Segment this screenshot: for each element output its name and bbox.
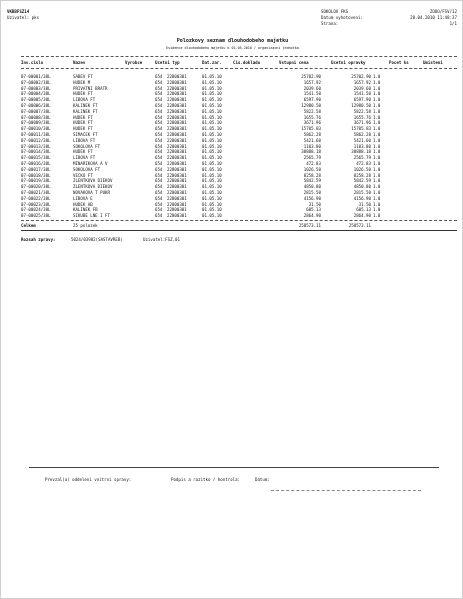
col-price: Vstupni cena xyxy=(279,60,309,65)
cell-inv: 07-00006/38L xyxy=(21,102,51,108)
col-location: Umisteni xyxy=(423,60,443,65)
cell-name: LIBOVA FT xyxy=(73,137,96,143)
cell-date: 01.05.10 xyxy=(202,131,222,137)
cell-inv: 07-00002/38L xyxy=(21,79,51,85)
cell-name: SOKOLOVA FT xyxy=(73,143,101,149)
cell-ks: 1.0 xyxy=(373,213,381,219)
cell-cena: 8258.28 xyxy=(303,172,321,178)
created-label: Datum vyhotoveni: xyxy=(321,15,363,20)
cell-cena: 6597.90 xyxy=(303,97,321,103)
cell-oprav: 1103.80 xyxy=(353,143,371,149)
cell-doc: 22800301 xyxy=(167,149,187,155)
cell-ks: 1.0 xyxy=(373,137,381,143)
cell-date: 01.05.10 xyxy=(202,137,222,143)
cell-doc: 22800301 xyxy=(167,213,187,219)
cell-typ: 654 xyxy=(155,74,163,79)
totals-divider xyxy=(21,220,457,221)
cell-typ: 654 xyxy=(155,131,163,137)
cell-inv: 07-00014/38L xyxy=(21,149,51,155)
cell-date: 01.05.10 xyxy=(202,108,222,114)
cell-date: 01.05.10 xyxy=(202,155,222,161)
cell-name: KALINEK FT xyxy=(73,108,98,114)
cell-typ: 654 xyxy=(155,120,163,126)
cell-doc: 22800301 xyxy=(167,137,187,143)
cell-oprav: 1541.50 xyxy=(353,91,371,97)
col-name: Nazev xyxy=(73,60,86,65)
cell-typ: 654 xyxy=(155,201,163,207)
signature-line xyxy=(271,490,421,491)
cell-oprav: 38888.18 xyxy=(351,149,371,155)
cell-cena: 1655.76 xyxy=(303,114,321,120)
cell-oprav: 4156.90 xyxy=(353,195,371,201)
cell-inv: 07-00023/38L xyxy=(21,201,51,207)
cell-typ: 654 xyxy=(155,178,163,184)
cell-cena: 1026.50 xyxy=(303,166,321,172)
cell-cena: 38888.18 xyxy=(301,149,321,155)
cell-oprav: 5822.58 xyxy=(353,108,371,114)
cell-cena: 1657.92 xyxy=(303,79,321,85)
cell-inv: 07-00009/38L xyxy=(21,120,51,126)
cell-inv: 07-00001/38L xyxy=(21,74,51,79)
totals-price: 258573.11 xyxy=(298,223,321,228)
asset-table xyxy=(21,74,441,219)
cell-doc: 22800301 xyxy=(167,85,187,91)
cell-doc: 22800301 xyxy=(167,74,187,79)
cell-inv: 07-00015/38L xyxy=(21,155,51,161)
cell-name: LIBOVA E xyxy=(73,195,93,201)
cell-cena: 2039.60 xyxy=(303,85,321,91)
cell-ks: 1.0 xyxy=(373,102,381,108)
cell-name: SABEV FT xyxy=(73,74,93,79)
totals-underline xyxy=(21,230,457,231)
cell-typ: 654 xyxy=(155,114,163,120)
cell-inv: 07-00018/38L xyxy=(21,172,51,178)
cell-name: VECKO FT xyxy=(73,172,93,178)
cell-ks: 1.0 xyxy=(373,189,381,195)
cell-typ: 654 xyxy=(155,184,163,190)
cell-cena: 31.50 xyxy=(308,201,321,207)
cell-oprav: 1655.76 xyxy=(353,114,371,120)
cell-date: 01.05.10 xyxy=(202,114,222,120)
cell-cena: 1103.80 xyxy=(303,143,321,149)
cell-cena: 15705.83 xyxy=(301,126,321,132)
cell-typ: 654 xyxy=(155,207,163,213)
cell-ks: 1.0 xyxy=(373,131,381,137)
created-value: 20.04.2010 11:48:37 xyxy=(410,15,457,20)
cell-oprav: 3671.96 xyxy=(353,120,371,126)
cell-name: ZLENTKOVA DIEKOV xyxy=(73,178,113,184)
cell-doc: 22800301 xyxy=(167,143,187,149)
cell-oprav: 8258.28 xyxy=(353,172,371,178)
col-type: Ucetni typ xyxy=(155,60,180,65)
cell-doc: 22800301 xyxy=(167,131,187,137)
page-value: 1/1 xyxy=(449,21,457,26)
cell-oprav: 1657.92 xyxy=(353,79,371,85)
report-subtitle: Evidence dlouhodobeho majetku k 01.05.2010 / organizacni jednotka xyxy=(166,46,299,50)
cell-cena: 3671.96 xyxy=(303,120,321,126)
col-count: Pocet ks xyxy=(389,60,409,65)
cell-doc: 22800301 xyxy=(167,91,187,97)
cell-doc: 22800301 xyxy=(167,155,187,161)
cell-date: 01.05.10 xyxy=(202,126,222,132)
cell-name: SIMACEK FT xyxy=(73,131,98,137)
cell-typ: 654 xyxy=(155,126,163,132)
cell-inv: 07-00016/38L xyxy=(21,160,51,166)
table-row xyxy=(21,213,441,219)
totals-depr: 258573.11 xyxy=(348,223,371,228)
cell-date: 01.05.10 xyxy=(202,160,222,166)
col-maker: Vyrobce xyxy=(125,60,143,65)
cell-name: HUDEK M xyxy=(73,79,91,85)
cell-date: 01.05.10 xyxy=(202,97,222,103)
cell-date: 01.05.10 xyxy=(202,189,222,195)
cell-inv: 07-00020/38L xyxy=(21,184,51,190)
cell-oprav: 5421.60 xyxy=(353,137,371,143)
cell-inv: 07-00010/38L xyxy=(21,126,51,132)
scope-user: Uzivatel:FSZ.01 xyxy=(143,237,180,242)
cell-ks: 1.0 xyxy=(373,155,381,161)
cell-cena: 4156.90 xyxy=(303,195,321,201)
cell-name: HUDEK FT xyxy=(73,91,93,97)
scope-label: Rozsah zpravy: xyxy=(21,237,56,242)
cell-oprav: 605.13 xyxy=(356,207,371,213)
cell-typ: 654 xyxy=(155,143,163,149)
cell-ks: 1.0 xyxy=(373,149,381,155)
footer-date: Datum: xyxy=(255,477,270,482)
footer-received: Prevzal(a) oddeleni vnitrni spravy: xyxy=(45,477,132,482)
cell-typ: 654 xyxy=(155,79,163,85)
cell-name: LIBOVA FT xyxy=(73,97,96,103)
cell-doc: 22800301 xyxy=(167,195,187,201)
cell-name: ZLENTKOVA DIEKOV xyxy=(73,184,113,190)
cell-date: 01.05.10 xyxy=(202,85,222,91)
cell-doc: 22800301 xyxy=(167,102,187,108)
cell-ks: 1.0 xyxy=(373,97,381,103)
cell-cena: 605.13 xyxy=(306,207,321,213)
cell-oprav: 25702.90 xyxy=(351,74,371,79)
cell-inv: 07-00004/38L xyxy=(21,91,51,97)
cell-oprav: 5842.59 xyxy=(353,178,371,184)
cell-ks: 1.0 xyxy=(373,91,381,97)
col-inv: Inv.cislo xyxy=(21,60,44,65)
col-date: Dat.zar. xyxy=(202,60,222,65)
cell-cena: 5842.59 xyxy=(303,178,321,184)
cell-inv: 07-00019/38L xyxy=(21,178,51,184)
cell-cena: 1541.50 xyxy=(303,91,321,97)
cell-name: MINARIKOVA A V xyxy=(73,160,108,166)
cell-typ: 654 xyxy=(155,213,163,219)
cell-name: SOKOLOVA FT xyxy=(73,166,101,172)
cell-date: 01.05.10 xyxy=(202,166,222,172)
cell-typ: 654 xyxy=(155,97,163,103)
cell-date: 01.05.10 xyxy=(202,184,222,190)
cell-date: 01.05.10 xyxy=(202,149,222,155)
cell-oprav: 4850.80 xyxy=(353,184,371,190)
totals-label: Celkem xyxy=(21,223,36,228)
cell-typ: 654 xyxy=(155,172,163,178)
cell-name: PRIVATNI BRATR xyxy=(73,85,108,91)
cell-ks: 1.0 xyxy=(373,108,381,114)
cell-cena: 2864.90 xyxy=(303,213,321,219)
cell-ks: 1.0 xyxy=(373,166,381,172)
cell-oprav: 5862.28 xyxy=(353,131,371,137)
cell-date: 01.05.10 xyxy=(202,178,222,184)
cell-cena: 12980.50 xyxy=(301,102,321,108)
cell-cena: 5421.60 xyxy=(303,137,321,143)
cell-typ: 654 xyxy=(155,160,163,166)
cell-typ: 654 xyxy=(155,155,163,161)
cell-inv: 07-00003/38L xyxy=(21,85,51,91)
cell-ks: 1.0 xyxy=(373,79,381,85)
cell-ks: 1.0 xyxy=(373,201,381,207)
cell-oprav: 15705.83 xyxy=(351,126,371,132)
cell-inv: 07-00022/38L xyxy=(21,195,51,201)
cell-typ: 654 xyxy=(155,102,163,108)
cell-name: HUDEK AB xyxy=(73,201,93,207)
doc-number: ZOOO/FSV/12 xyxy=(429,9,457,14)
cell-cena: 2565.79 xyxy=(303,155,321,161)
cell-doc: 22800301 xyxy=(167,166,187,172)
cell-ks: 1.0 xyxy=(373,143,381,149)
cell-date: 01.05.10 xyxy=(202,79,222,85)
cell-inv: 07-00013/38L xyxy=(21,143,51,149)
cell-oprav: 472.83 xyxy=(356,160,371,166)
footer-signature: Podpis a razitko / kontrola: xyxy=(171,477,241,482)
cell-ks: 1.0 xyxy=(373,195,381,201)
cell-date: 01.05.10 xyxy=(202,74,222,79)
totals-count: 25 polozek xyxy=(73,223,98,228)
cell-inv: 07-00007/38L xyxy=(21,108,51,114)
cell-name: LIBOVA FT xyxy=(73,155,96,161)
cell-name: SIKUBE LNE I FT xyxy=(73,213,110,219)
cell-ks: 1.0 xyxy=(373,178,381,184)
cell-typ: 654 xyxy=(155,108,163,114)
cell-ks: 1.0 xyxy=(373,160,381,166)
footer-divider xyxy=(29,467,439,468)
cell-ks: 1.0 xyxy=(373,114,381,120)
cell-date: 01.05.10 xyxy=(202,91,222,97)
user-label: Uzivatel: pks xyxy=(7,15,40,20)
cell-typ: 654 xyxy=(155,149,163,155)
scope-value: 5024/03982(SASTAVREB) xyxy=(71,237,123,242)
cell-doc: 22800301 xyxy=(167,126,187,132)
cell-cena: 2815.50 xyxy=(303,189,321,195)
cell-inv: 07-00011/38L xyxy=(21,131,51,137)
cell-inv: 07-00021/38L xyxy=(21,189,51,195)
report-code: VKBBFSZ14 xyxy=(7,9,30,14)
cell-oprav: 2864.90 xyxy=(353,213,371,219)
cell-oprav: 1026.50 xyxy=(353,166,371,172)
cell-ks: 1.0 xyxy=(373,172,381,178)
cell-typ: 654 xyxy=(155,195,163,201)
org-name: SOKOLOV FKS xyxy=(321,9,349,14)
cell-doc: 22800301 xyxy=(167,178,187,184)
cell-doc: 22800301 xyxy=(167,184,187,190)
cell-typ: 654 xyxy=(155,85,163,91)
cell-name: KALINEK FT xyxy=(73,102,98,108)
cell-typ: 654 xyxy=(155,166,163,172)
col-doc: Cis.dokladu xyxy=(233,60,261,65)
cell-ks: 1.0 xyxy=(373,207,381,213)
cell-typ: 654 xyxy=(155,91,163,97)
cell-date: 01.05.10 xyxy=(202,201,222,207)
cell-cena: 25702.90 xyxy=(301,74,321,79)
cell-doc: 22800301 xyxy=(167,160,187,166)
report-title: Polozkovy seznam dlouhodobeho majetku xyxy=(176,38,289,44)
header-divider-bottom xyxy=(21,68,457,69)
cell-inv: 07-00017/38L xyxy=(21,166,51,172)
cell-doc: 22800301 xyxy=(167,114,187,120)
cell-date: 01.05.10 xyxy=(202,172,222,178)
cell-cena: 4850.80 xyxy=(303,184,321,190)
cell-cena: 472.83 xyxy=(306,160,321,166)
cell-oprav: 2815.50 xyxy=(353,189,371,195)
cell-doc: 22800301 xyxy=(167,108,187,114)
cell-ks: 1.0 xyxy=(373,184,381,190)
cell-oprav: 2565.79 xyxy=(353,155,371,161)
cell-name: HUDEK FT xyxy=(73,149,93,155)
cell-doc: 22800301 xyxy=(167,172,187,178)
cell-oprav: 12980.50 xyxy=(351,102,371,108)
cell-name: HUDEK FT xyxy=(73,126,93,132)
cell-typ: 654 xyxy=(155,137,163,143)
cell-cena: 5862.28 xyxy=(303,131,321,137)
cell-date: 01.05.10 xyxy=(202,213,222,219)
cell-name: KALINEK FB xyxy=(73,207,98,213)
page-label: Strana: xyxy=(321,21,339,26)
col-depr: Ucetni opravky xyxy=(331,60,366,65)
cell-doc: 22800301 xyxy=(167,201,187,207)
header-divider-top xyxy=(21,56,457,57)
cell-inv: 07-00012/38L xyxy=(21,137,51,143)
cell-doc: 22800301 xyxy=(167,207,187,213)
cell-name: HUDEK FT xyxy=(73,114,93,120)
cell-oprav: 31.50 xyxy=(358,201,371,207)
cell-cena: 5822.58 xyxy=(303,108,321,114)
cell-inv: 07-00008/38L xyxy=(21,114,51,120)
cell-ks: 1.0 xyxy=(373,85,381,91)
cell-ks: 1.0 xyxy=(373,74,381,79)
cell-doc: 22800301 xyxy=(167,97,187,103)
cell-ks: 1.0 xyxy=(373,120,381,126)
cell-name: NOVAKOVA T PUKR xyxy=(73,189,110,195)
cell-doc: 22800301 xyxy=(167,79,187,85)
cell-inv: 07-00024/38L xyxy=(21,207,51,213)
cell-doc: 22800301 xyxy=(167,189,187,195)
cell-inv: 07-00025/38L xyxy=(21,213,51,219)
cell-date: 01.05.10 xyxy=(202,207,222,213)
cell-typ: 654 xyxy=(155,189,163,195)
cell-oprav: 2039.60 xyxy=(353,85,371,91)
cell-name: HUDEK FT xyxy=(73,120,93,126)
cell-doc: 22800301 xyxy=(167,120,187,126)
cell-inv: 07-00005/38L xyxy=(21,97,51,103)
cell-oprav: 6597.90 xyxy=(353,97,371,103)
cell-date: 01.05.10 xyxy=(202,143,222,149)
cell-date: 01.05.10 xyxy=(202,195,222,201)
cell-date: 01.05.10 xyxy=(202,102,222,108)
cell-date: 01.05.10 xyxy=(202,120,222,126)
cell-ks: 1.0 xyxy=(373,126,381,132)
